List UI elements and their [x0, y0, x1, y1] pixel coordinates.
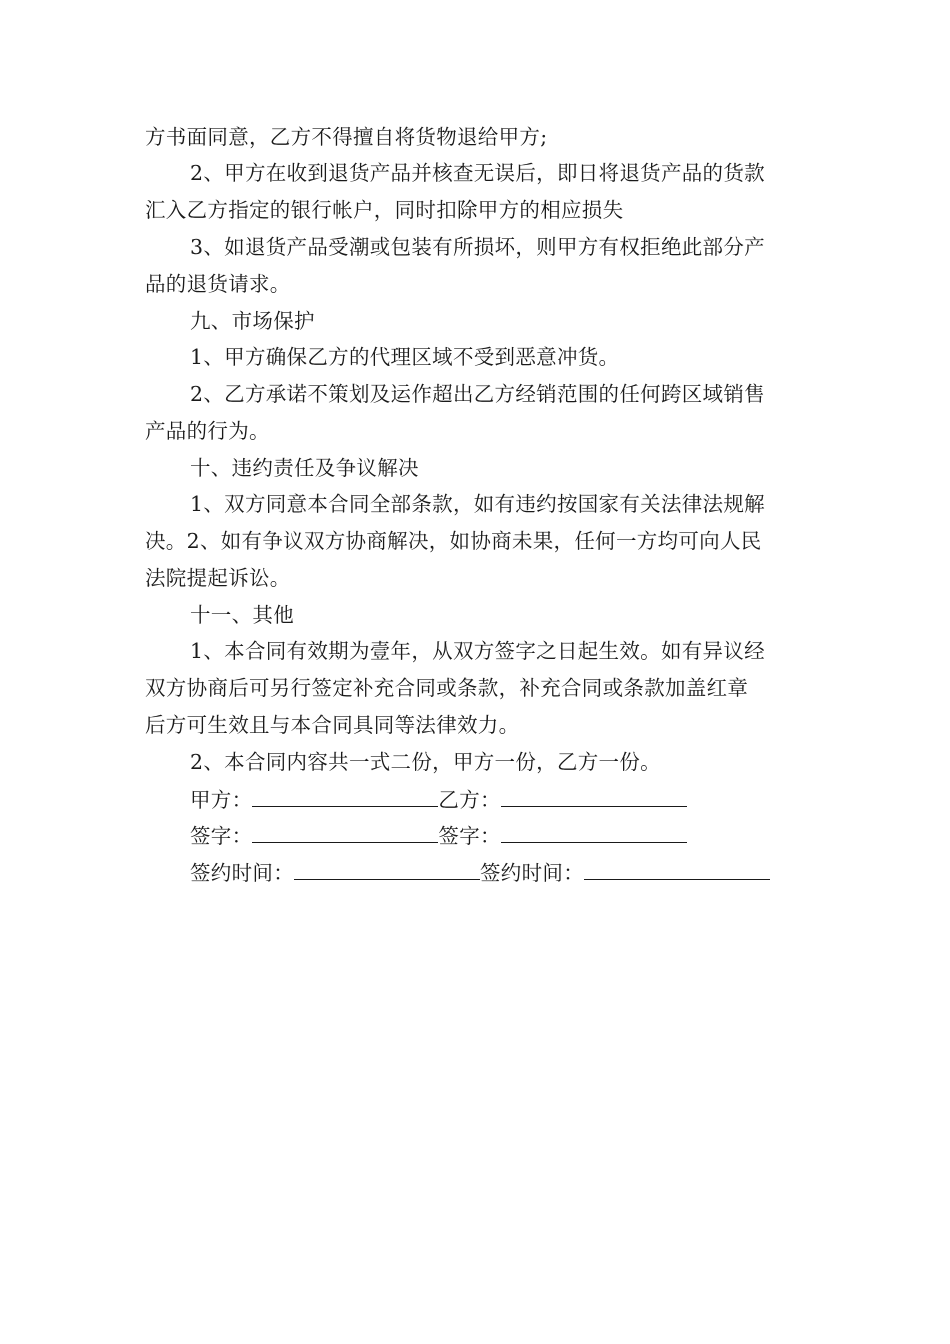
section-heading: 九、市场保护 [190, 309, 315, 333]
paragraph-line: 3、如退货产品受潮或包装有所损坏，则甲方有权拒绝此部分产 [190, 235, 765, 259]
sign-a-label: 签字： [190, 824, 253, 848]
date-a-label: 签约时间： [190, 861, 294, 885]
party-a-label: 甲方： [190, 788, 253, 812]
sign-b-blank[interactable] [501, 820, 687, 843]
sign-a-blank[interactable] [252, 820, 438, 843]
paragraph-line: 1、本合同有效期为壹年，从双方签字之日起生效。如有异议经 [190, 639, 765, 663]
sign-signature-row [190, 820, 815, 851]
paragraph-line: 法院提起诉讼。 [145, 566, 291, 590]
paragraph-line: 2、乙方承诺不策划及运作超出乙方经销范围的任何跨区域销售 [190, 382, 765, 406]
date-b-blank[interactable] [584, 857, 770, 880]
section-heading: 十、违约责任及争议解决 [190, 456, 419, 480]
paragraph-line: 汇入乙方指定的银行帐户，同时扣除甲方的相应损失 [145, 198, 624, 222]
party-b-blank[interactable] [501, 784, 687, 807]
section-heading: 十一、其他 [190, 603, 294, 627]
party-b-label: 乙方： [438, 788, 501, 812]
paragraph-line: 产品的行为。 [145, 419, 270, 443]
paragraph-line: 品的退货请求。 [145, 272, 291, 296]
party-a-blank[interactable] [252, 784, 438, 807]
paragraph-line: 1、甲方确保乙方的代理区域不受到恶意冲货。 [190, 345, 620, 369]
party-signature-row [190, 784, 815, 815]
paragraph-line: 方书面同意，乙方不得擅自将货物退给甲方; [145, 125, 548, 149]
paragraph-line: 决。2、如有争议双方协商解决，如协商未果，任何一方均可向人民 [145, 529, 762, 553]
paragraph-line: 1、双方同意本合同全部条款，如有违约按国家有关法律法规解 [190, 492, 765, 516]
paragraph-line: 后方可生效且与本合同具同等法律效力。 [145, 713, 520, 737]
date-b-label: 签约时间： [480, 861, 584, 885]
paragraph-line: 2、本合同内容共一式二份，甲方一份，乙方一份。 [190, 750, 661, 774]
sign-b-label: 签字： [438, 824, 501, 848]
date-a-blank[interactable] [294, 857, 480, 880]
paragraph-line: 2、甲方在收到退货产品并核查无误后，即日将退货产品的货款 [190, 161, 765, 185]
paragraph-line: 双方协商后可另行签定补充合同或条款，补充合同或条款加盖红章 [145, 676, 749, 700]
date-signature-row [190, 857, 815, 888]
